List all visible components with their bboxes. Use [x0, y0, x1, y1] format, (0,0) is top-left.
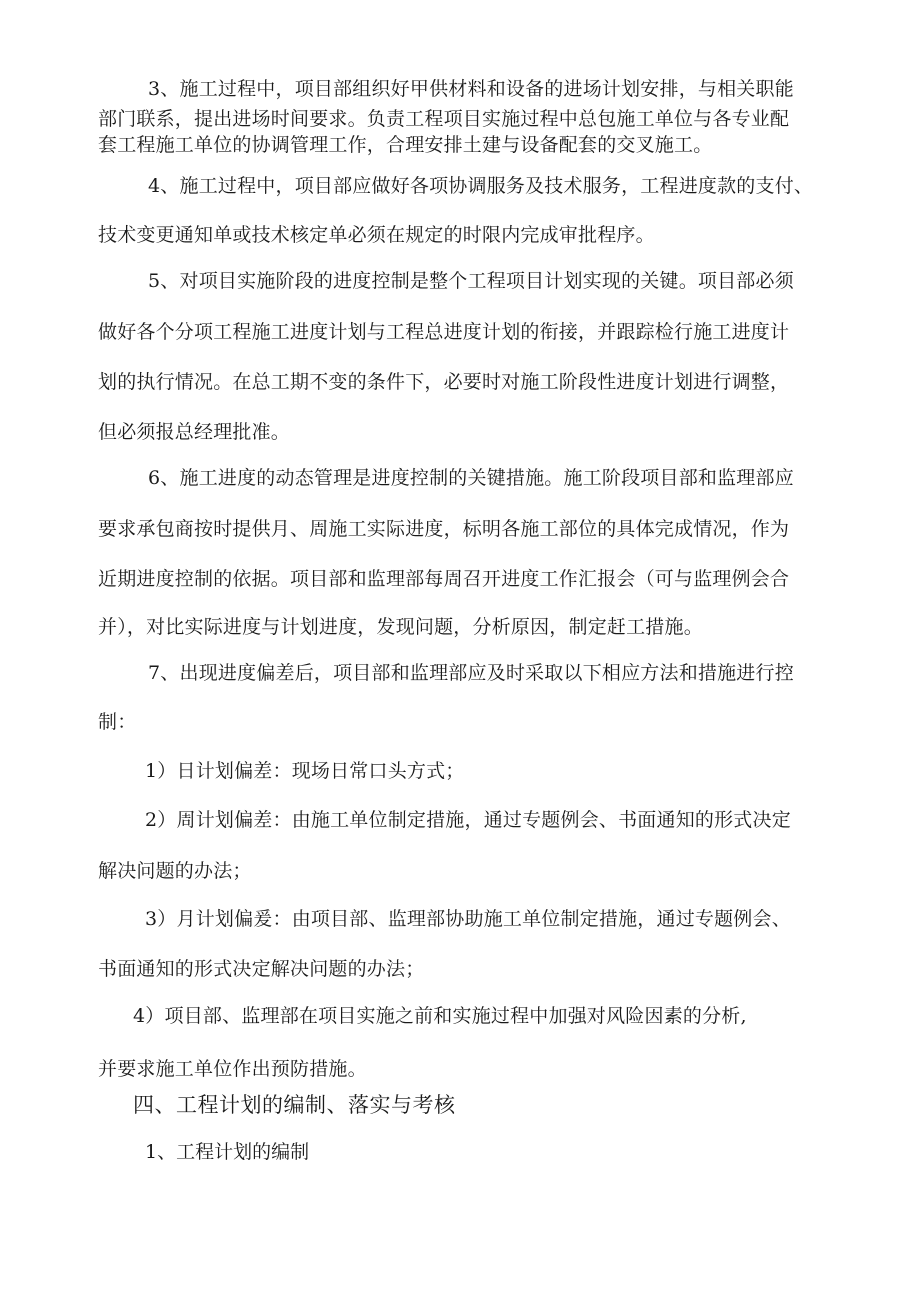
- paragraph-2-line-2: 技术变更通知单或技术核定单必须在规定的时限内完成审批程序。: [98, 224, 655, 246]
- paragraph-4-line-2: 要求承包商按时提供月、周施工实际进度，标明各施工部位的具体完成情况，作为: [98, 518, 790, 540]
- paragraph-2-line-1: 4、施工过程中，项目部应做好各项协调服务及技术服务，工程进度款的支付、: [148, 175, 814, 197]
- paragraph-3-line-3: 划的执行情况。在总工期不变的条件下，必要时对施工阶段性进度计划进行调整，: [98, 371, 790, 393]
- paragraph-8-line-1: 3）月计划偏爰：由项目部、监理部协助施工单位制定措施，通过专题例会、: [145, 908, 791, 930]
- subsection-heading: 1、工程计划的编制: [145, 1141, 310, 1163]
- paragraph-3-line-1: 5、对项目实施阶段的进度控制是整个工程项目计划实现的关键。项目部必须: [148, 270, 794, 292]
- paragraph-8-line-2: 书面通知的形式决定解决问题的办法；: [98, 958, 425, 980]
- paragraph-9-line-1: 4）项目部、监理部在项目实施之前和实施过程中加强对风险因素的分析,: [133, 1005, 747, 1027]
- section-heading: 四、工程计划的编制、落实与考核: [133, 1093, 456, 1117]
- paragraph-1-line-3: 套工程施工单位的协调管理工作，合理安排土建与设备配套的交叉施工。: [98, 134, 713, 156]
- paragraph-3-line-4: 但必须报总经理批准。: [98, 421, 291, 443]
- paragraph-4-line-3: 近期进度控制的依据。项目部和监理部每周召开进度工作汇报会（可与监理例会合: [98, 568, 790, 590]
- paragraph-5-line-1: 7、出现进度偏差后，项目部和监理部应及时采取以下相应方法和措施进行控: [148, 662, 794, 684]
- paragraph-4-line-4: 并），对比实际进度与计划进度，发现问题，分析原因，制定赶工措施。: [98, 616, 703, 638]
- paragraph-4-line-1: 6、施工进度的动态管理是进度控制的关键措施。施工阶段项目部和监理部应: [148, 467, 794, 489]
- paragraph-1-line-1: 3、施工过程中，项目部组织好甲供材料和设备的进场计划安排，与相关职能: [148, 78, 794, 100]
- paragraph-9-line-2: 并要求施工单位作出预防措施。: [98, 1058, 367, 1080]
- paragraph-1-line-2: 部门联系，提出进场时间要求。负责工程项目实施过程中总包施工单位与各专业配: [98, 108, 790, 130]
- paragraph-3-line-2: 做好各个分项工程施工进度计划与工程总进度计划的衔接，并跟踪检行施工进度计: [98, 321, 790, 343]
- paragraph-7-line-1: 2）周计划偏差：由施工单位制定措施，通过专题例会、书面通知的形式决定: [145, 809, 791, 831]
- paragraph-7-line-2: 解决问题的办法；: [98, 860, 252, 882]
- paragraph-6-line-1: 1）日计划偏差：现场日常口头方式；: [145, 760, 465, 782]
- paragraph-5-line-2: 制：: [98, 711, 137, 733]
